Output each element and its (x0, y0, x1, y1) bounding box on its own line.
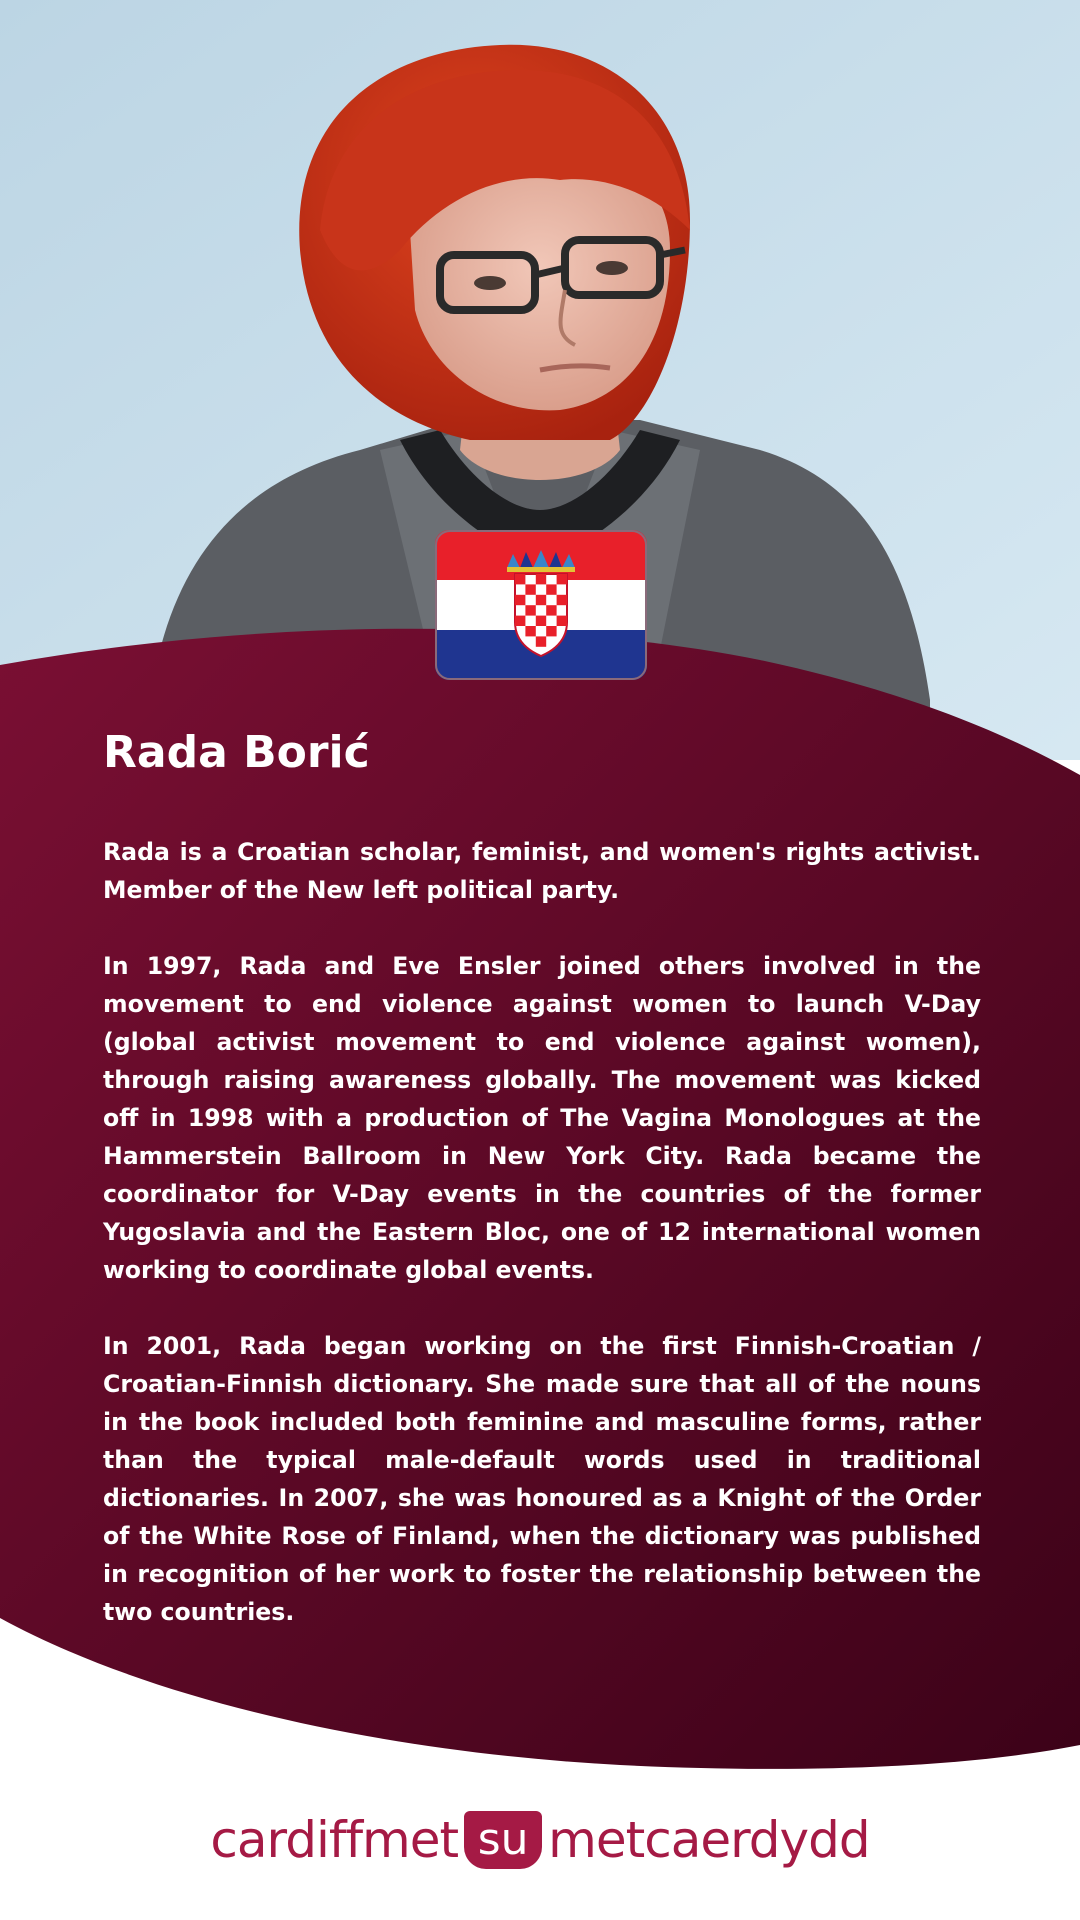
logo-badge-su: su (464, 1811, 542, 1869)
bio-paragraph-3: In 2001, Rada began working on the first Finnish-Croatian / Croatian-Finnish dictionary. She made sure that all of the nouns in the book included both feminine and masculine forms, rather than the typical male-default words used in traditional dictionaries. In 2007, she was honoured as a Knight of the Order of the White Rose of Finland, when the dictionary was published in recognition of her work to foster the relationship between the two countries. (103, 1332, 981, 1626)
cardiffmet-su-logo (0, 1795, 1080, 1885)
bio-paragraph-1: Rada is a Croatian scholar, feminist, and women's rights activist. Member of the New left political party. (103, 838, 981, 904)
logo-text-left: cardiffmet (210, 1811, 459, 1869)
profile-content (103, 725, 981, 1669)
croatia-flag-icon (435, 530, 647, 680)
profile-name: Rada Borić (103, 727, 370, 778)
logo-text-right: metcaerdydd (548, 1811, 870, 1869)
bio-paragraph-2: In 1997, Rada and Eve Ensler joined others involved in the movement to end violence against women to launch V-Day (global activist movement to end violence against women), through raising awareness globally. The movement was kicked off in 1998 with a production of The Vagina Monologues at the Hammerstein Ballroom in New York City. Rada became the coordinator for V-Day events in the countries of the former Yugoslavia and the Eastern Bloc, one of 12 international women working to coordinate global events. (103, 952, 981, 1284)
